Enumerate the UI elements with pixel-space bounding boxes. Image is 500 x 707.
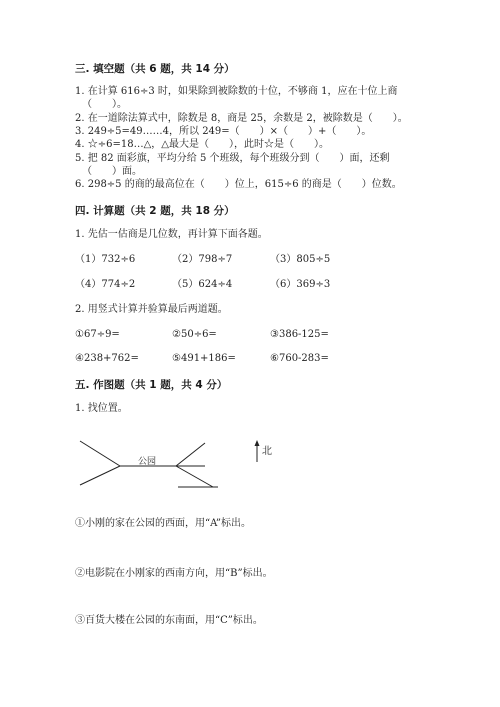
question-3-4: 4. ☆÷6=18…△，△最大是（ ），此时☆是（ ）。	[75, 139, 329, 150]
task-mark-c: ③百货大楼在公园的东南面，用“C”标出。	[75, 615, 263, 626]
map-road-lower-left	[80, 466, 120, 485]
task-mark-a: ①小刚的家在公园的西面，用“A”标出。	[75, 518, 251, 529]
calc-item: （3）805÷5	[270, 254, 331, 265]
calc-item: （6）369÷3	[270, 279, 331, 290]
map-road-upper-right	[176, 443, 205, 466]
question-3-2: 2. 在一道除法算式中，除数是 8，商是 25，余数是 2，被除数是（ ）。	[75, 113, 408, 124]
vertical-calc-item: ⑥760-283=	[270, 353, 329, 364]
question-3-6: 6. 298÷5 的商的最高位在（ ）位上，615÷6 的商是（ ）位数。	[75, 179, 402, 190]
calc-item: （1）732÷6	[75, 254, 136, 265]
map-road-lower-right	[176, 466, 213, 487]
vertical-calc-item: ③386-125=	[270, 329, 329, 340]
question-5-1-prompt: 1. 找位置。	[75, 403, 128, 414]
question-4-2-prompt: 2. 用竖式计算并验算最后两道题。	[75, 304, 228, 315]
north-arrow-head	[255, 440, 260, 446]
map-road-upper-left	[80, 441, 120, 466]
calc-item: （5）624÷4	[172, 279, 233, 290]
question-3-1-line-1: 1. 在计算 616÷3 时，如果除到被除数的十位，不够商 1，应在十位上商	[75, 86, 398, 97]
vertical-calc-item: ①67÷9=	[75, 329, 120, 340]
question-4-1-prompt: 1. 先估一估商是几位数，再计算下面各题。	[75, 229, 268, 240]
question-3-3: 3. 249÷5=49……4，所以 249=（ ）×（ ）+（ ）。	[75, 126, 372, 137]
vertical-calc-item: ⑤491+186=	[172, 353, 236, 364]
question-3-5-line-2: （ ）面。	[82, 166, 142, 177]
calc-item: （2）798÷7	[172, 254, 233, 265]
task-mark-b: ②电影院在小刚家的西南方向，用“B”标出。	[75, 568, 273, 579]
calc-item: （4）774÷2	[75, 279, 136, 290]
section-4-title: 四. 计算题（共 2 题，共 18 分）	[75, 205, 235, 217]
question-3-5-line-1: 5. 把 82 面彩旗，平均分给 5 个班级，每个班级分到（ ）面，还剩	[75, 153, 390, 164]
section-3-title: 三. 填空题（共 6 题，共 14 分）	[75, 63, 235, 75]
vertical-calc-item: ④238+762=	[75, 353, 139, 364]
vertical-calc-item: ②50÷6=	[172, 329, 217, 340]
section-5-title: 五. 作图题（共 1 题，共 4 分）	[75, 379, 228, 391]
question-3-1-line-2: （ ）。	[82, 99, 127, 110]
park-label: 公园	[138, 457, 157, 467]
north-label: 北	[262, 446, 272, 457]
